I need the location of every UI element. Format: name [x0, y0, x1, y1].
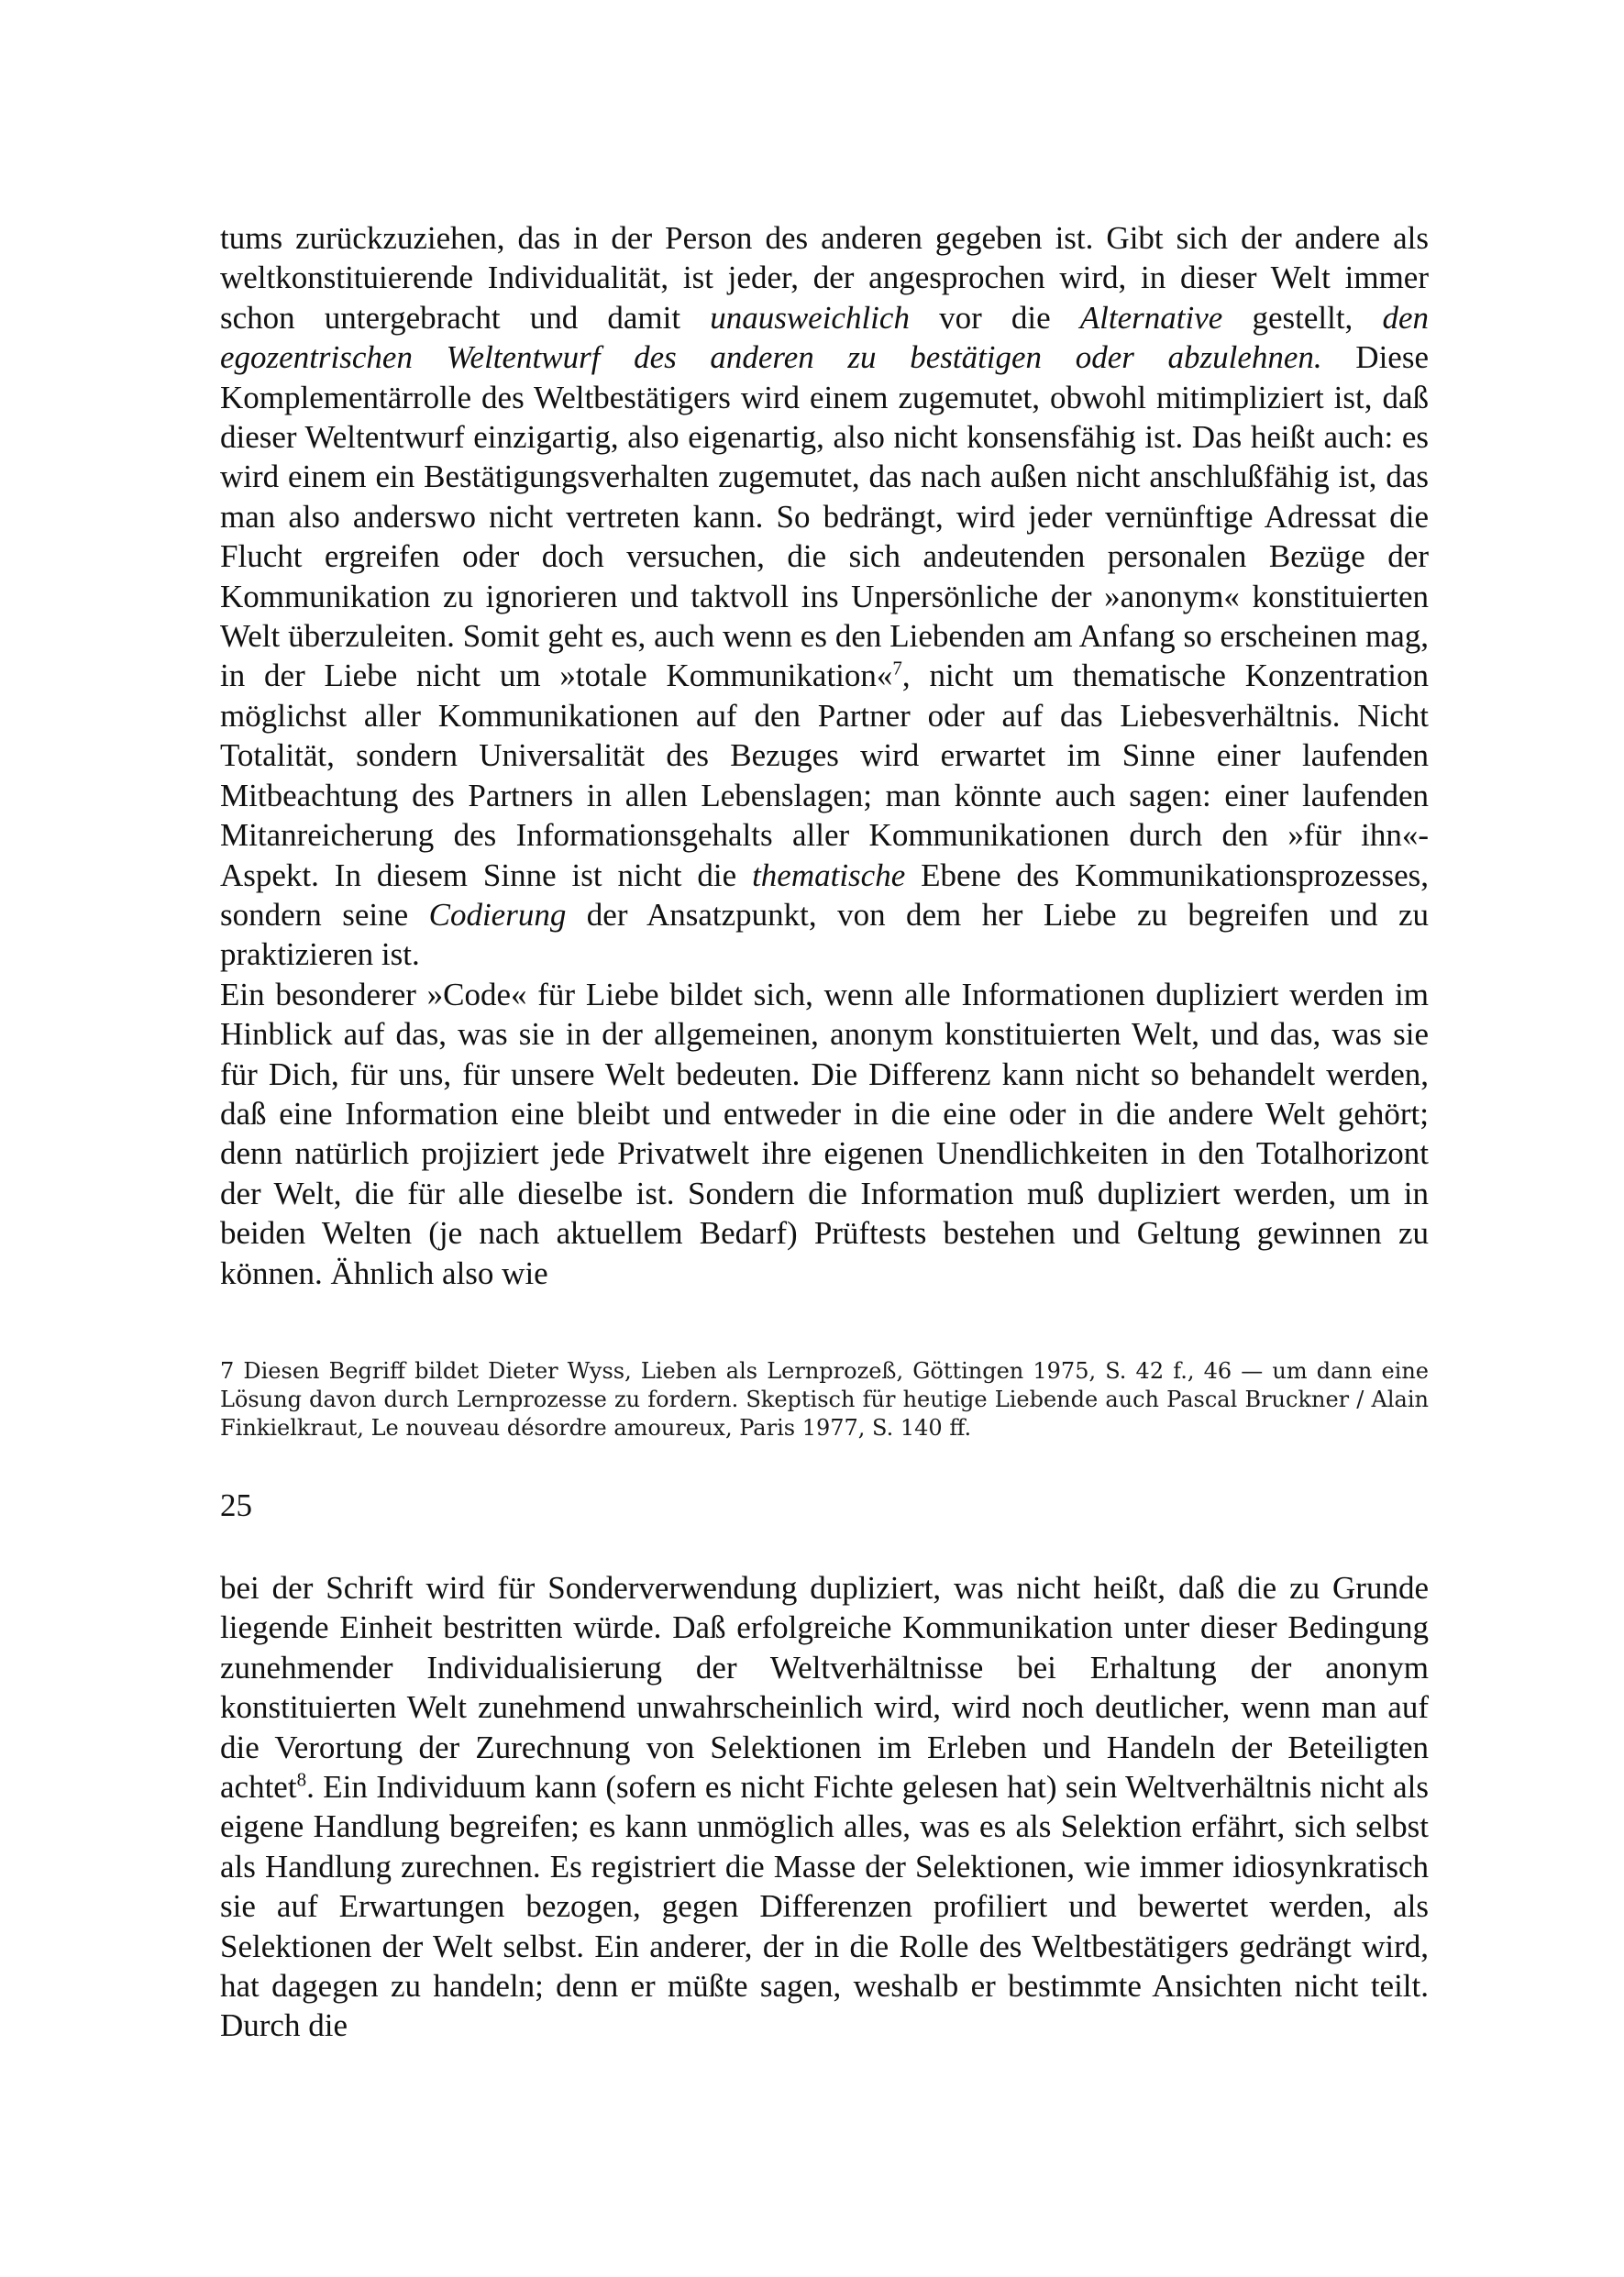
- text-run: . Ein Individuum kann (sofern es nicht Fichte gelesen hat) sein Weltverhältnis nicht als eigene Handlung begreifen; es kann unmöglich alles, was es als Selektion erfährt, sich selbst als Handlung zurechnen. Es registriert die Masse der Selektionen, wie immer idiosynkratisch sie auf Erwartungen bezogen, gegen Differenzen profiliert und bewertet werden, als Selektionen der Welt selbst. Ein anderer, der in die Rolle des Weltbestätigers gedrängt wird, hat dagegen zu handeln; denn er müßte sagen, weshalb er bestimmte Ansichten nicht teilt. Durch die: [220, 1769, 1429, 2044]
- text-run: der Ansatzpunkt, von dem her Liebe zu begreifen und zu praktizieren ist.: [220, 896, 1429, 973]
- paragraph-1: [220, 218, 1429, 975]
- paragraph-2: Ein besonderer »Code« für Liebe bildet sich, wenn alle Informationen dupliziert werden im Hinblick auf das, was sie in der allgemeinen, anonym konstituierten Welt, und das, was sie für Dich, für uns, für unsere Welt bedeuten. Die Differenz kann nicht so behandelt werden, daß eine Information eine bleibt und entweder in die eine oder in die andere Welt gehört; denn natürlich projiziert jede Privatwelt ihre eigenen Unendlichkeiten in den Totalhorizont der Welt, die für alle dieselbe ist. Sondern die Information muß dupliziert werden, um in beiden Welten (je nach aktuellem Bedarf) Prüftests bestehen und Geltung gewinnen zu können. Ähnlich also wie: [220, 976, 1429, 1291]
- emphasis: Codierung: [428, 896, 567, 933]
- text-run: vor die: [909, 299, 1080, 336]
- emphasis: Alternative: [1079, 299, 1223, 336]
- text-run: Diese Komplementärrolle des Weltbestätigers wird einem zugemutet, obwohl mitimpliziert ist, daß dieser Weltentwurf einzigartig, also eigenartig, also nicht konsensfähig ist. Das heißt auch: es wird einem ein Bestätigungsverhalten zugemutet, das nach außen nicht anschlußfähig ist, das man also anderswo nicht vertreten kann. So bedrängt, wird jeder vernünftige Adressat die Flucht ergreifen oder doch versuchen, die sich andeutenden personalen Bezüge der Kommunikation zu ignorieren und taktvoll ins Unpersönliche der »anonym« konstituierten Welt überzuleiten. Somit geht es, auch wenn es den Liebenden am Anfang so erscheinen mag, in der Liebe nicht um »totale Kommunikation«: [220, 339, 1429, 694]
- text-run: , nicht um thematische Konzentration möglichst aller Kommunikationen auf den Partner oder auf das Liebesverhältnis. Nicht Totalität, sondern Universalität des Bezuges wird erwartet im Sinne einer laufenden Mitbeachtung des Partners in allen Lebenslagen; man könnte auch sagen: einer laufenden Mitanreicherung des Informationsgehalts aller Kommunikationen durch den »für ihn«-Aspekt. In diesem Sinne ist nicht die: [220, 658, 1429, 893]
- footnote-reference-7: 7: [892, 657, 902, 680]
- footnote-7: 7 Diesen Begriff bildet Dieter Wyss, Lieben als Lernprozeß, Göttingen 1975, S. 42 f., 46 — um dann eine Lösung davon durch Lernprozesse zu fordern. Skeptisch für heutige Liebende auch Pascal Bruckner / Alain Finkielkraut, Le nouveau désordre amoureux, Paris 1977, S. 140 ff.: [220, 1358, 1429, 1441]
- emphasis: den egozentrischen Weltentwurf des anderen zu bestätigen oder abzulehnen.: [220, 299, 1429, 376]
- emphasis: thematische: [752, 857, 906, 893]
- page-number: 25: [220, 1487, 252, 1523]
- paragraph-3: [220, 1568, 1429, 2046]
- text-run: Ebene des Kommunikationsprozesses, sondern seine: [220, 857, 1430, 933]
- text-run: gestellt,: [1222, 299, 1383, 336]
- footnote-reference-8: 8: [296, 1768, 307, 1791]
- emphasis: unausweichlich: [710, 299, 910, 336]
- text-run: bei der Schrift wird für Sonderverwendung dupliziert, was nicht heißt, daß die zu Grunde liegende Einheit bestritten würde. Daß erfolgreiche Kommunikation unter dieser Bedingung zunehmender Individualisierung der Weltverhältnisse bei Erhaltung der anonym konstituierten Welt zunehmend unwahrscheinlich wird, wird noch deutlicher, wenn man auf die Verortung der Zurechnung von Selektionen im Erleben und Handeln der Beteiligten achtet: [220, 1570, 1429, 1806]
- page-25-body: [220, 218, 1429, 1293]
- page-26-body: [220, 1568, 1429, 2046]
- text-run: tums zurückzuziehen, das in der Person des anderen gegeben ist. Gibt sich der andere als weltkonstituierende Individualität, ist jeder, der angesprochen wird, in dieser Welt immer schon untergebracht und damit: [220, 220, 1429, 336]
